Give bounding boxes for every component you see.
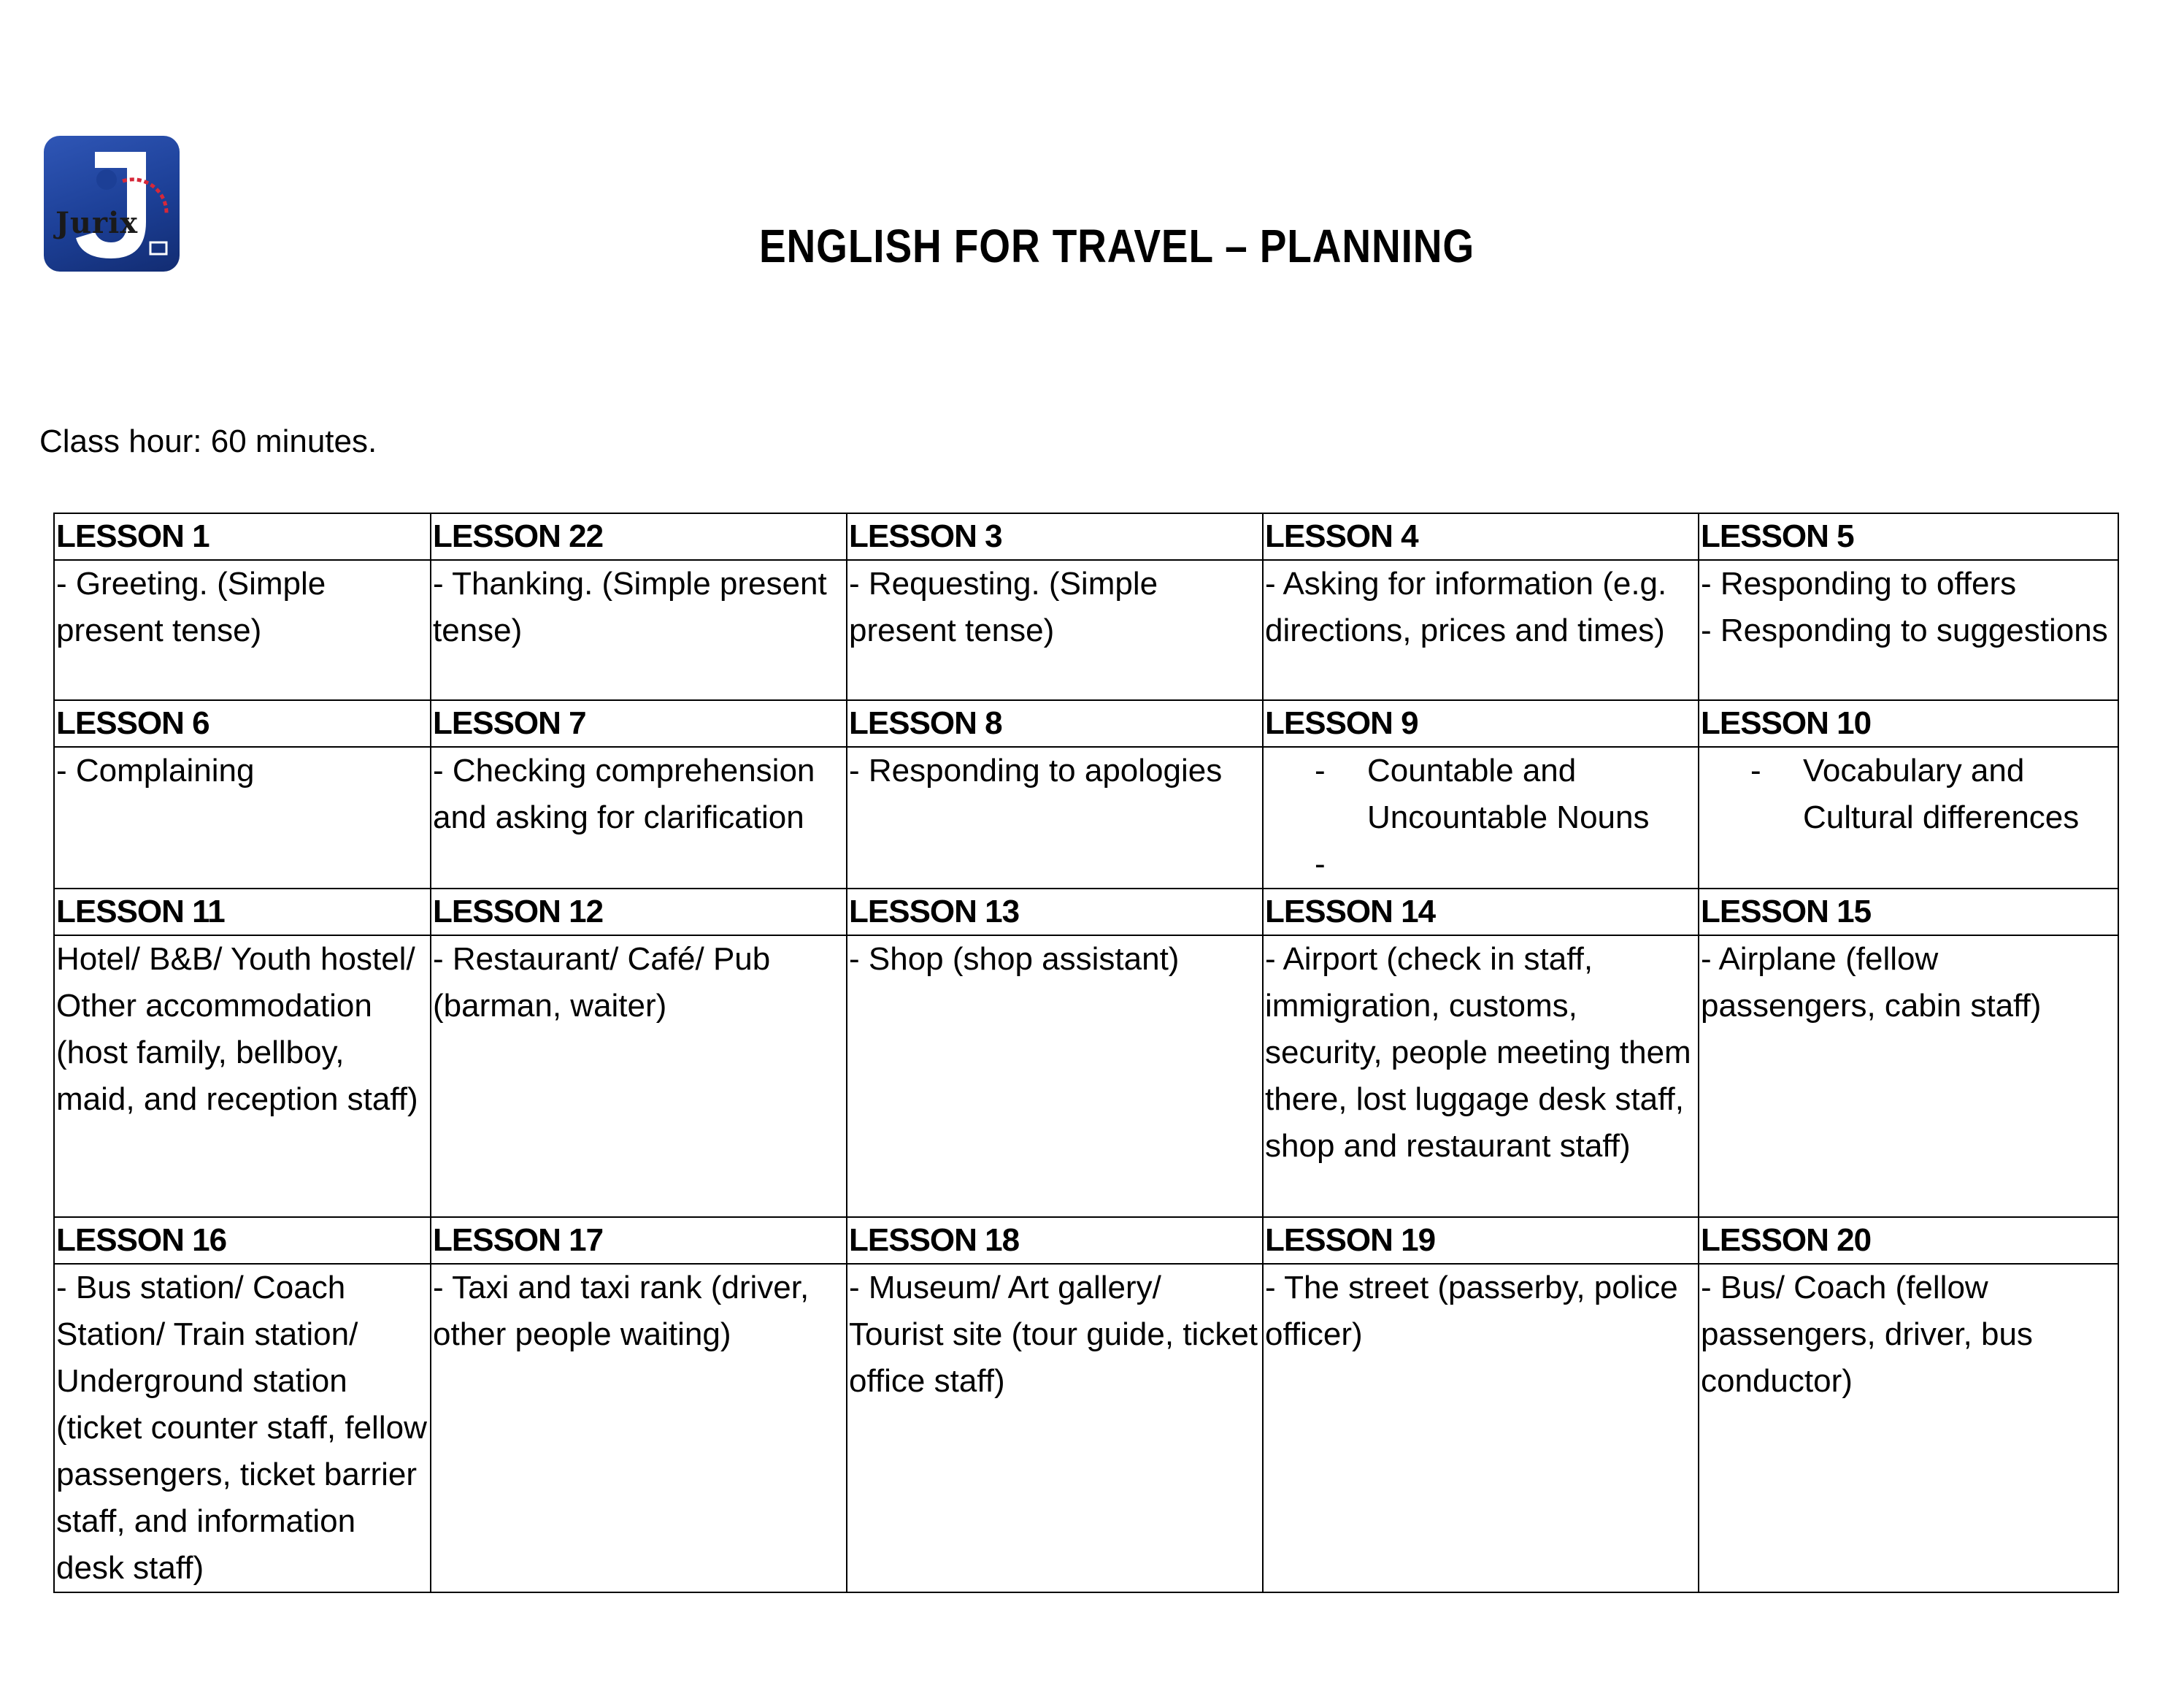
lesson-cell [1699,560,2118,700]
lesson-cell [1263,747,1699,889]
lesson-topic: - Complaining [56,753,255,789]
lesson-header: LESSON 10 [1699,700,2118,747]
lesson-plan-table [53,513,2119,1593]
lesson-cell [1263,935,1699,1217]
lesson-cell [431,935,847,1217]
lesson-header: LESSON 15 [1699,889,2118,935]
lesson-topic: Hotel/ B&B/ Youth hostel/ Other accommodation (host family, bellboy, maid, and reception staff) [56,941,418,1117]
lesson-header: LESSON 6 [54,700,431,747]
table-row [54,1217,2118,1264]
table-row [54,747,2118,889]
lesson-cell [847,1264,1263,1592]
lesson-topic: - Thanking. (Simple present tense) [433,566,827,648]
lesson-cell [1699,1264,2118,1592]
lesson-topic: - Bus/ Coach (fellow passengers, driver, bus conductor) [1701,1270,2033,1399]
lesson-topic: - Greeting. (Simple present tense) [56,566,326,648]
table-row [54,935,2118,1217]
lesson-header: LESSON 20 [1699,1217,2118,1264]
lesson-header: LESSON 12 [431,889,847,935]
lesson-header: LESSON 14 [1263,889,1699,935]
lesson-cell [1263,560,1699,700]
lesson-cell [847,560,1263,700]
lesson-header: LESSON 3 [847,513,1263,560]
lesson-topic: - Museum/ Art gallery/ Tourist site (tour guide, ticket office staff) [849,1270,1258,1399]
lesson-header: LESSON 5 [1699,513,2118,560]
lesson-cell [1699,935,2118,1217]
class-hour-note: Class hour: 60 minutes. [39,423,377,459]
lesson-cell [54,560,431,700]
lesson-header: LESSON 16 [54,1217,431,1264]
lesson-topic: - Restaurant/ Café/ Pub (barman, waiter) [433,941,771,1024]
bullet-dash-icon: - [1315,753,1326,789]
empty-bullet [1265,841,1698,888]
table-row [54,700,2118,747]
lesson-header: LESSON 4 [1263,513,1699,560]
lesson-header: LESSON 11 [54,889,431,935]
bullet-item [1701,748,2118,841]
table-row [54,1264,2118,1592]
lesson-header: LESSON 18 [847,1217,1263,1264]
table-row [54,889,2118,935]
bullet-dash-icon: - [1315,846,1326,882]
lesson-cell [847,935,1263,1217]
lesson-topic: - Shop (shop assistant) [849,941,1180,977]
lesson-cell [54,1264,431,1592]
lesson-header: LESSON 7 [431,700,847,747]
logo-wordmark: Jurix [55,206,139,240]
lesson-header: LESSON 8 [847,700,1263,747]
page-title: ENGLISH FOR TRAVEL – PLANNING [758,220,1475,272]
lesson-header: LESSON 13 [847,889,1263,935]
lesson-cell [847,747,1263,889]
lesson-topic: - Asking for information (e.g. directions, prices and times) [1265,566,1667,648]
lesson-topic: - Airport (check in staff, immigration, customs, security, people meeting them there, lost luggage desk staff, shop and restaurant staff) [1265,941,1691,1164]
bullet-dash-icon: - [1750,753,1761,789]
lesson-topic: - Taxi and taxi rank (driver, other people waiting) [433,1270,810,1352]
lesson-topic: - Checking comprehension and asking for clarification [433,753,815,835]
lesson-header: LESSON 19 [1263,1217,1699,1264]
lesson-topic: - Airplane (fellow passengers, cabin staff) [1701,941,2042,1024]
lesson-header: LESSON 9 [1263,700,1699,747]
lesson-cell [431,1264,847,1592]
lesson-topic: - Requesting. (Simple present tense) [849,566,1158,648]
bullet-item [1265,748,1698,841]
lesson-cell [431,560,847,700]
lesson-topic: - Responding to offers [1701,566,2017,602]
lesson-cell [54,747,431,889]
table-row [54,560,2118,700]
lesson-topic: - Bus station/ Coach Station/ Train station/ Underground station (ticket counter staff, fellow passengers, ticket barrier staff, and information desk staff) [56,1270,427,1586]
lesson-topic: - Responding to apologies [849,753,1223,789]
lesson-topic: - The street (passerby, police officer) [1265,1270,1678,1352]
lesson-cell [54,935,431,1217]
lesson-header: LESSON 1 [54,513,431,560]
table-row [54,513,2118,560]
lesson-cell [1699,747,2118,889]
lesson-cell [431,747,847,889]
lesson-topic: Vocabulary and Cultural differences [1803,753,2080,835]
lesson-cell [1263,1264,1699,1592]
lesson-topic: - Responding to suggestions [1701,613,2108,648]
lesson-header: LESSON 22 [431,513,847,560]
lesson-topic: Countable and Uncountable Nouns [1367,753,1650,835]
lesson-header: LESSON 17 [431,1217,847,1264]
